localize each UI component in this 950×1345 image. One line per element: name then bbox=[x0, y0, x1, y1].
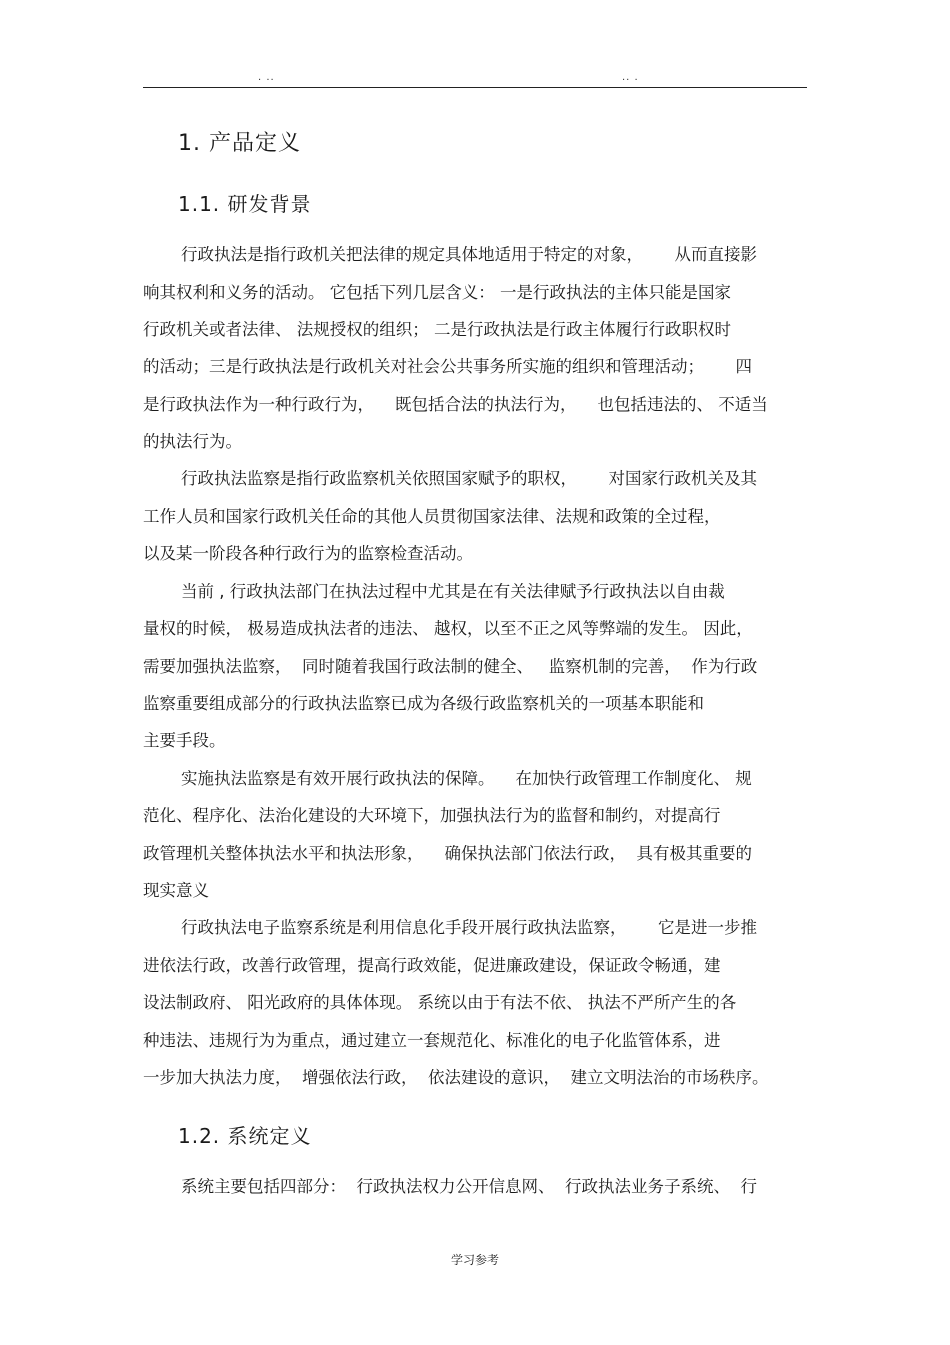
paragraph-line: 范化、程序化、法治化建设的大环境下，加强执法行为的监督和制约，对提高行 bbox=[143, 806, 721, 825]
paragraph-line: 行政执法电子监察系统是利用信息化手段开展行政执法监察， 它是进一步推 bbox=[181, 918, 757, 937]
section-heading-1-2: 1.2. 系统定义 bbox=[178, 1124, 312, 1148]
paragraph-line: 系统主要包括四部分： 行政执法权力公开信息网、 行政执法业务子系统、 行 bbox=[181, 1177, 757, 1196]
section-heading-1-1: 1.1. 研发背景 bbox=[178, 192, 312, 216]
paragraph-line: 种违法、违规行为为重点，通过建立一套规范化、标准化的电子化监管体系，进 bbox=[143, 1031, 721, 1050]
paragraph-line: 量权的时候， 极易造成执法者的违法、 越权，以至不正之风等弊端的发生。 因此， bbox=[143, 619, 753, 638]
paragraph-line: 工作人员和国家行政机关任命的其他人员贯彻国家法律、法规和政策的全过程， bbox=[143, 507, 721, 526]
paragraph-line: 的活动；三是行政执法是行政机关对社会公共事务所实施的组织和管理活动； 四 bbox=[143, 357, 752, 376]
paragraph-line: 现实意义 bbox=[143, 881, 209, 900]
paragraph-line: 设法制政府、 阳光政府的具体体现。 系统以由于有法不依、 执法不严所产生的各 bbox=[143, 993, 737, 1012]
paragraph-line: 政管理机关整体执法水平和执法形象， 确保执法部门依法行政， 具有极其重要的 bbox=[143, 844, 752, 863]
paragraph-line: 当前 , 行政执法部门在执法过程中尤其是在有关法律赋予行政执法以自由裁 bbox=[181, 582, 725, 601]
paragraph-line: 行政执法是指行政机关把法律的规定具体地适用于特定的对象， 从而直接影 bbox=[181, 245, 757, 264]
paragraph-line: 行政机关或者法律、 法规授权的组织； 二是行政执法是行政主体履行行政职权时 bbox=[143, 320, 731, 339]
section-heading-1: 1. 产品定义 bbox=[178, 131, 301, 156]
paragraph-line: 行政执法监察是指行政监察机关依照国家赋予的职权， 对国家行政机关及其 bbox=[181, 469, 757, 488]
header-dots-left: . .. bbox=[258, 72, 275, 83]
paragraph-line: 需要加强执法监察， 同时随着我国行政法制的健全、 监察机制的完善， 作为行政 bbox=[143, 657, 758, 676]
paragraph-line: 监察重要组成部分的行政执法监察已成为各级行政监察机关的一项基本职能和 bbox=[143, 694, 704, 713]
paragraph-line: 是行政执法作为一种行政行为， 既包括合法的执法行为， 也包括违法的、 不适当 bbox=[143, 395, 768, 414]
paragraph-line: 实施执法监察是有效开展行政执法的保障。 在加快行政管理工作制度化、 规 bbox=[181, 769, 752, 788]
paragraph-line: 进依法行政，改善行政管理，提高行政效能，促进廉政建设，保证政令畅通，建 bbox=[143, 956, 721, 975]
paragraph-line: 一步加大执法力度， 增强依法行政， 依法建设的意识， 建立文明法治的市场秩序。 bbox=[143, 1068, 769, 1087]
paragraph-line: 的执法行为。 bbox=[143, 432, 242, 451]
paragraph-line: 主要手段。 bbox=[143, 731, 226, 750]
paragraph-line: 以及某一阶段各种行政行为的监察检查活动。 bbox=[143, 544, 473, 563]
header-dots-right: .. . bbox=[622, 72, 639, 83]
header-rule bbox=[143, 87, 807, 88]
page-footer: 学习参考 bbox=[450, 1253, 499, 1267]
paragraph-line: 响其权利和义务的活动。 它包括下列几层含义： 一是行政执法的主体只能是国家 bbox=[143, 283, 731, 302]
